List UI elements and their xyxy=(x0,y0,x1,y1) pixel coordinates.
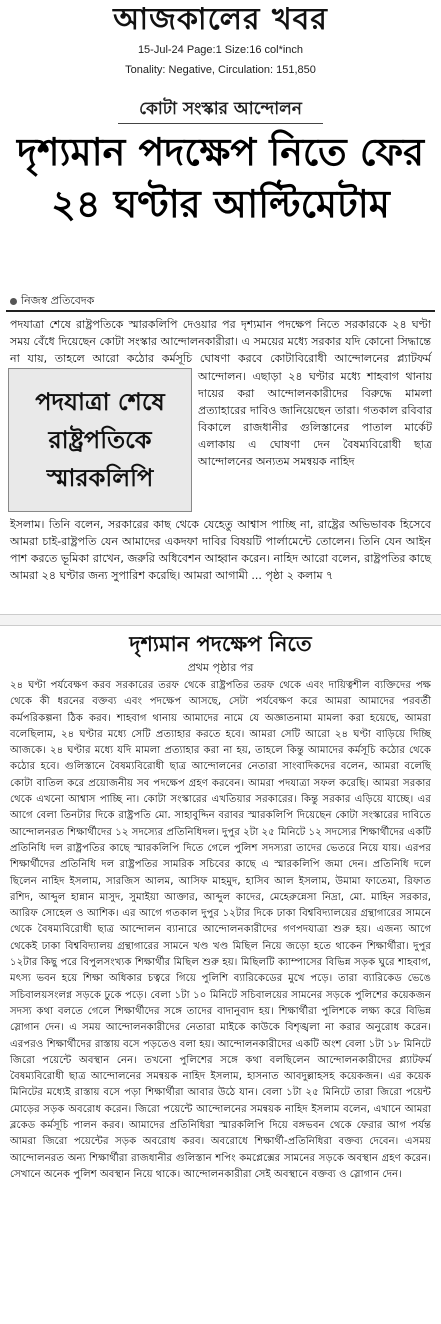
section-separator xyxy=(0,614,441,626)
continuation-body: ২৪ ঘণ্টা পর্যবেক্ষণ করব সরকারের তরফ থেকে রাষ্ট্রপতির তরফ থেকে এবং দায়িত্বশীল ব্যক্তিদের পক্ষ থেকে কী ধরনের বক্তব্য এবং পদক্ষেপ আসছে, সেটা পর্যবেক্ষণ করে আমরা আমাদের পরবর্তী কর্মপরিকল্পনা ঠিক করব। শাহবাগ থানায় আমাদের নামে যে অজ্ঞাতনামা মামলা করা হয়েছে, আমরা বলেছিলাম, ২৪ ঘণ্টার মধ্যে সেটি প্রত্যাহার করতে হবে। আমরা সেটি আরো ২৪ ঘণ্টা বাড়িয়ে দিচ্ছি আজকে। ২৪ ঘণ্টার মধ্যে যদি মামলা প্রত্যাহার করা না হয়, তাহলে কিন্তু আমাদের কর্মসূচি কঠোর থেকে কঠোর হবে। গুলিস্তানে বৈষম্যবিরোধী ছাত্র আন্দোলনের নেতারা সাংবাদিকদের বলেন, আমরা বলেছি কোটা বাতিল করে প্রয়োজনীয় সব পদক্ষেপ গ্রহণ করবেন। আমরা পদযাত্রা সফল করেছি। আমরা সরকার থেকে এখনো আশ্বাস পাচ্ছি না। কোটা সংস্কারের এখতিয়ার সরকারের। কিন্তু সরকার এড়িয়ে যাচ্ছে। এর আগে বেলা তিনটার দিকে রাষ্ট্রপতি মো. সাহাবুদ্দিন বরাবর স্মারকলিপি দিয়েছেন কোটা সংস্কারের দাবিতে আন্দোলনরত শিক্ষার্থীদের ১২ সদস্যের প্রতিনিধিদল। দুপুর ২টা ২৫ মিনিটে ১২ সদস্যের শিক্ষার্থীদের একটি প্রতিনিধি দল রাষ্ট্রপতির কাছে স্মারকলিপি দিতে গেলে পুলিশ সদস্যরা তাদের ভেতরে নিয়ে যায়। এরপর শিক্ষার্থীদের প্রতিনিধি দল রাষ্ট্রপতির সামরিক সচিবের কাছে এ স্মারকলিপি জমা দেন। প্রতিনিধি দলে ছিলেন নাহিদ ইসলাম, সারজিস আলম, আসিফ মাহমুদ, হাসিব আল ইসলাম, উমামা ফাতেমা, রিফাত রশিদ, আব্দুল হান্নান মাসুদ, সুমাইয়া আক্তার, আব্দুল কাদের, মেহেরুন্নেসা নিদ্রা, মো. মাহিন সরকার, আরিফ সোহেল ও আশিক। এর আগে গতকাল দুপুর ১২টার দিকে ঢাকা বিশ্ববিদ্যালয়ের গ্রন্থাগারের সামনে থেকে বৈষম্যবিরোধী ছাত্র আন্দোলন ব্যানারে আন্দোলনকারীদের গণপদযাত্রা শুরু হয়। এজন্য আগে থেকেই ঢাকা বিশ্ববিদ্যালয় গ্রন্থাগারের সামনে খণ্ড খণ্ড মিছিল নিয়ে জড়ো হতে থাকেন শিক্ষার্থীরা। দুপুর ১২টার কিছু পরে বিপুলসংখ্যক শিক্ষার্থীর মিছিল শুরু হয়। মিছিলটি ক্যাম্পাসের বিভিন্ন সড়ক ঘুরে শাহবাগ, মৎস্য ভবন হয়ে শিক্ষা অধিকার চত্বরে গিয়ে পুলিশি ব্যারিকেডের মুখে পড়ে। তারা ব্যারিকেড ভেঙে সচিবালয়সংলগ্ন সড়কে ঢুকে পড়ে। বেলা ১টা ১০ মিনিটে সচিবালয়ের সামনের সড়কে পুলিশের কয়েকজন সদস্য কথা বলতে গেলে শিক্ষার্থীদের সঙ্গে তাদের বাদানুবাদ হয়। শিক্ষার্থীরা পুলিশকে লক্ষ্য করে বিভিন্ন স্লোগান দেন। এ সময় আন্দোলনকারীদের নেতারা মাইকে কাউকে বিশৃঙ্খলা না করার অনুরোধ করেন। এরপরও শিক্ষার্থীদের রাস্তায় বসে পড়তেও বলা হয়। আন্দোলনকারীদের একটি অংশ বেলা ১টা ১৮ মিনিটে জিরো পয়েন্টে অবস্থান নেন। তখনো পুলিশের সঙ্গে কথা বলছিলেন আন্দোলনকারীদের প্ল্যাটফর্ম বৈষম্যবিরোধী ছাত্র আন্দোলনের সমন্বয়ক নাহিদ ইসলাম, হাসনাত আবদুল্লাহসহ কয়েকজন। এর কয়েক মিনিটের মধ্যেই রাস্তায় বসে পড়া শিক্ষার্থীরা আবার উঠে যান। বেলা ১টা ২৫ মিনিটে তারা জিরো পয়েন্ট মোড়ের সড়ক অবরোধ করেন। জিরো পয়েন্টে আন্দোলনের সমন্বয়ক নাহিদ ইসলাম বলেন, এখানে আমরা ব্লকেড কর্মসূচি পালন করব। আমাদের প্রতিনিধিরা স্মারকলিপি দিয়ে বঙ্গভবন থেকে ফেরার আগ পর্যন্ত আমরা জিরো পয়েন্টের সড়ক অবরোধ করব। অবরোধে শিক্ষার্থী-প্রতিনিধিরা বক্তব্য দেবেন। এসময় আন্দোলনরত অন্য শিক্ষার্থীরা রাজধানীর গুলিস্তান শপিং কমপ্লেক্সের সামনের সড়কে অবস্থান গ্রহণ করেন। সেখানে অনেক পুলিশ অবস্থান নিয়ে থাকে। আন্দোলনকারীরা সেই অবস্থানে বক্তব্য ও স্লোগান দেন। xyxy=(10,680,431,1180)
kicker-underline xyxy=(118,123,323,124)
byline-text: নিজস্ব প্রতিবেদক xyxy=(21,294,95,307)
pull-quote-text: পদযাত্রা শেষে রাষ্ট্রপতিকে স্মারকলিপি xyxy=(35,388,165,492)
pull-quote-box xyxy=(8,368,192,512)
newspaper-masthead: আজকালের খবর xyxy=(113,2,328,37)
clipping-meta-line-1: 15-Jul-24 Page:1 Size:16 col*inch xyxy=(137,44,304,56)
divider-rule xyxy=(6,310,435,312)
continuation-subline: প্রথম পৃষ্ঠার পর xyxy=(187,661,254,674)
article-paragraph-2: আন্দোলন। এছাড়া ২৪ ঘণ্টার মধ্যে শাহবাগ থানায় দায়ের করা আন্দোলনকারীদের বিরুদ্ধে মামলা প্রত্যাহারের দাবিও জানিয়েছেন তারা। গতকাল রবিবার বিকালে রাজধানীর গুলিস্তানের পাতাল মার্কেট এলাকায় এ ঘোষণা দেন বৈষম্যবিরোধী ছাত্র আন্দোলনের অন্যতম সমন্বয়ক নাহিদ xyxy=(198,370,432,468)
clipping-meta-line-2: Tonality: Negative, Circulation: 151,850 xyxy=(125,64,316,76)
article-headline: দৃশ্যমান পদক্ষেপ নিতে ফের ২৪ ঘণ্টার আল্টিমেটাম xyxy=(17,130,424,226)
article-kicker: কোটা সংস্কার আন্দোলন xyxy=(139,99,302,119)
bullet-icon xyxy=(10,298,17,305)
byline xyxy=(10,292,94,311)
article-paragraph-1: পদযাত্রা শেষে রাষ্ট্রপতিকে স্মারকলিপি দেওয়ার পর দৃশ্যমান পদক্ষেপ নিতে সরকারকে ২৪ ঘণ্টা সময় বেঁধে দিয়েছেন কোটা সংস্কার আন্দোলনকারীরা। এ সময়ের মধ্যে সরকার যদি কোনো সিদ্ধান্তে না যায়, তাহলে আরো কঠোর কর্মসূচি ঘোষণা করবে কোটাবিরোধী আন্দোলনের প্ল্যাটফর্ম xyxy=(10,318,431,365)
article-paragraph-3: ইসলাম। তিনি বলেন, সরকারের কাছ থেকে যেহেতু আশ্বাস পাচ্ছি না, রাষ্ট্রের অভিভাবক হিসেবে আমরা চাই-রাষ্ট্রপতি যেন আমাদের একদফা দাবির বিষয়টি পার্লামেন্টে তোলেন। তিনি যেন আইন পাশ করতে ভূমিকা রাখেন, জরুরি অধিবেশন আহ্বান করেন। নাহিদ আরো বলেন, রাষ্ট্রপতির কাছে আমরা ২৪ ঘণ্টার জন্য সুপারিশ করেছি। আমরা আগামী ... পৃষ্ঠা ২ কলাম ৭ xyxy=(10,518,431,582)
continuation-headline: দৃশ্যমান পদক্ষেপ নিতে xyxy=(129,632,312,656)
